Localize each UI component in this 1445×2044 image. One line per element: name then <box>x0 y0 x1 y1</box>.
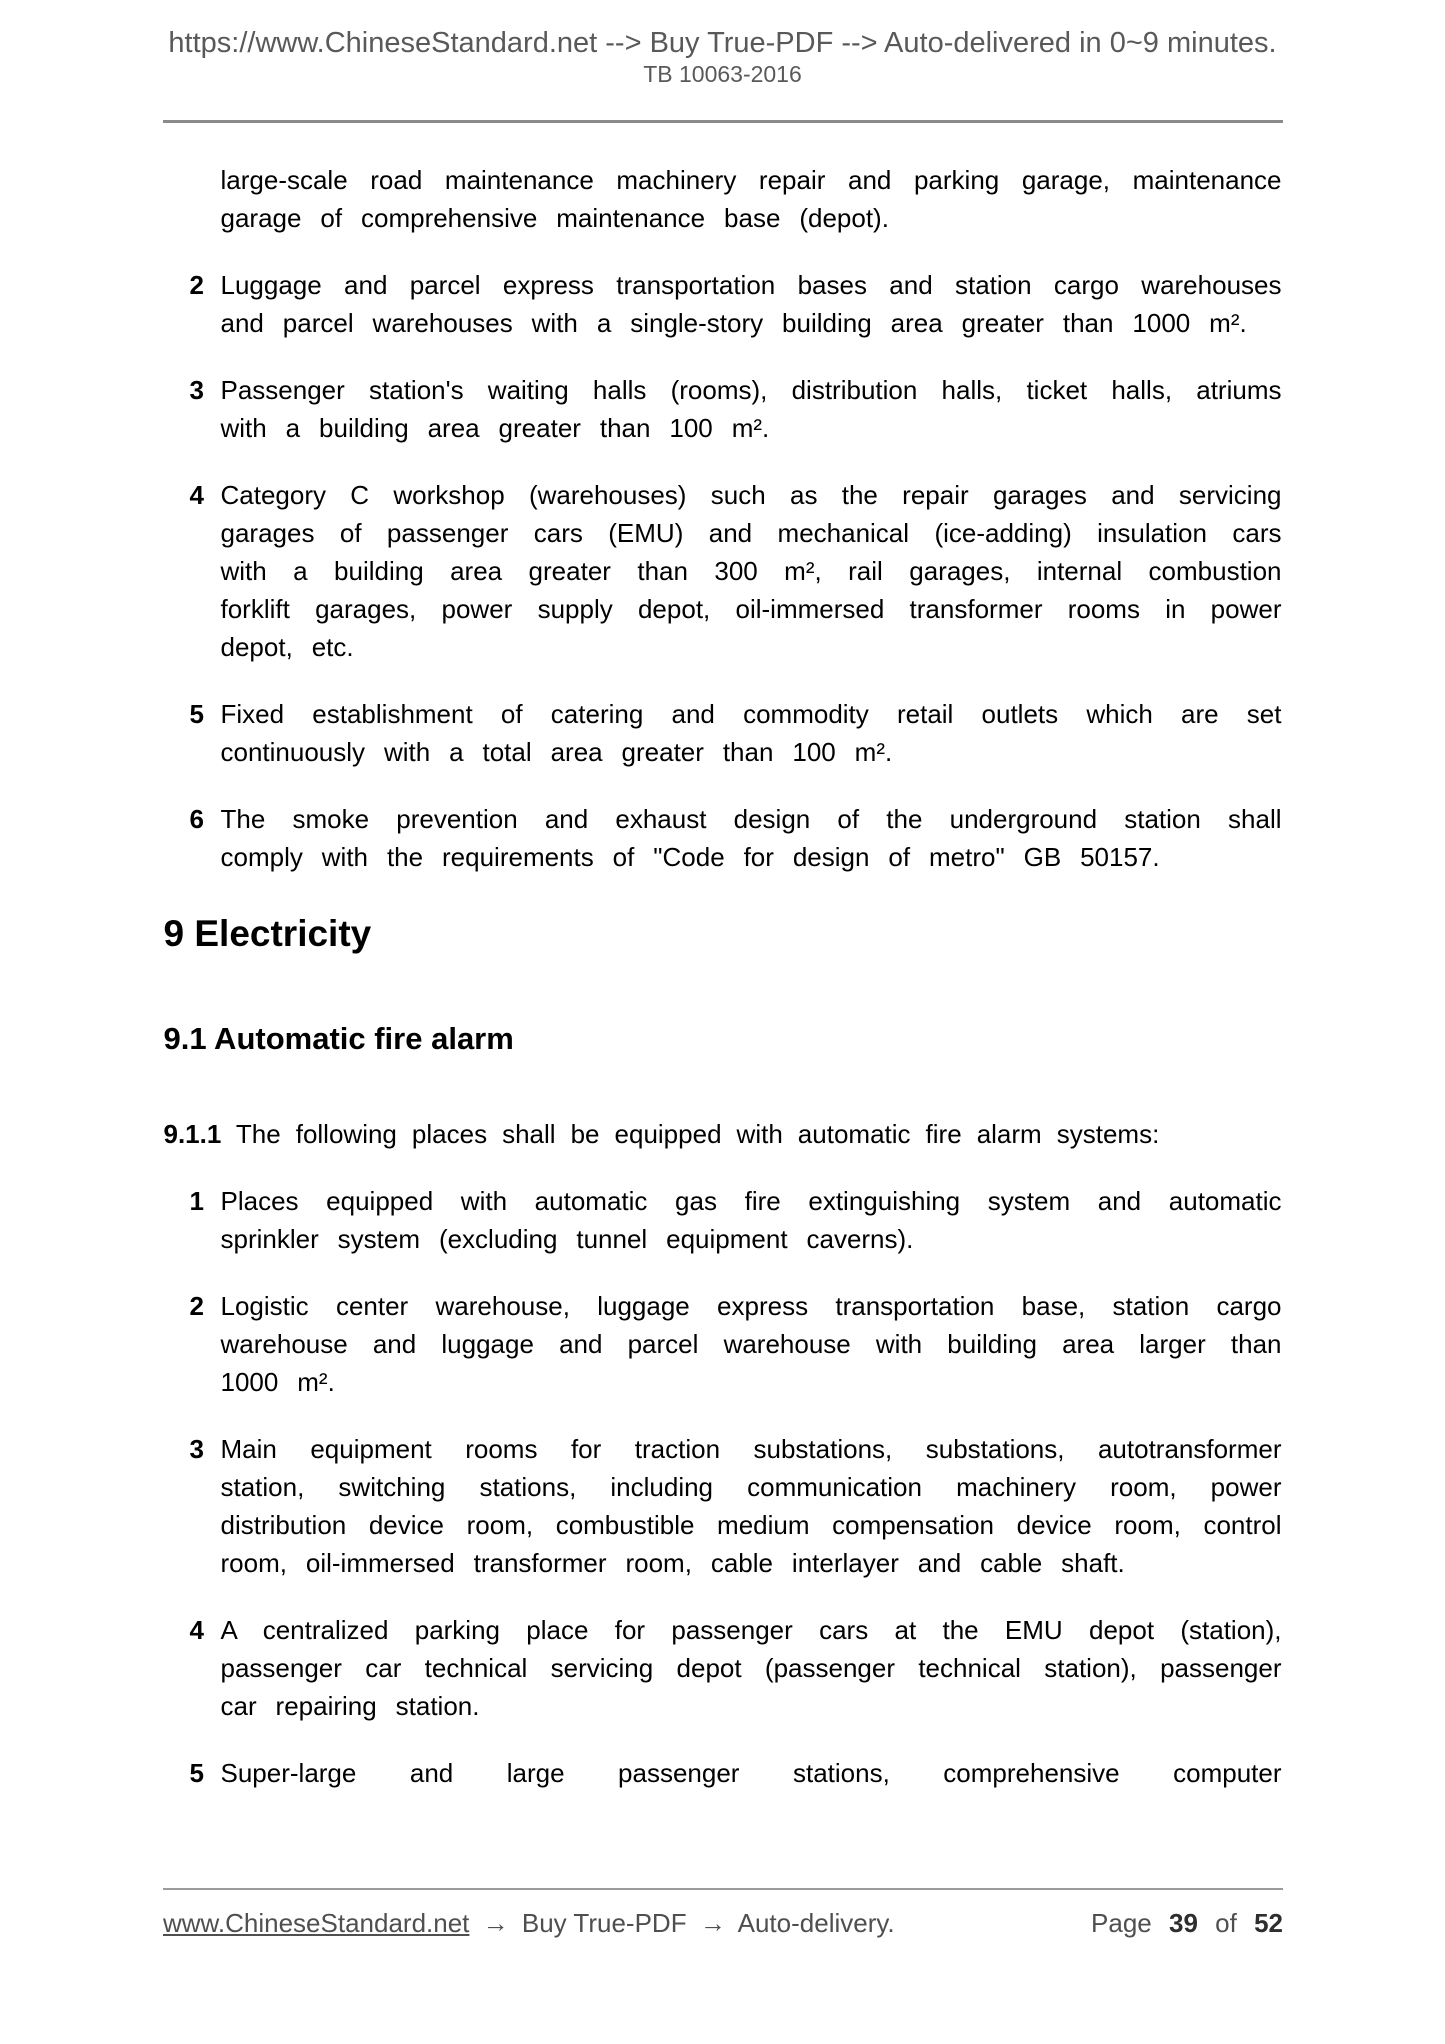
header-rule <box>163 120 1283 123</box>
list-item-number: 1 <box>189 1186 204 1216</box>
footer-delivery-label: Auto-delivery. <box>737 1908 895 1938</box>
list-item-text: Logistic center warehouse, luggage express transportation base, station cargo warehouse and luggage and parcel warehouse with building area larger than 1000 m². <box>220 1291 1282 1397</box>
numbered-list-2 <box>164 1182 1282 1792</box>
list-item-number: 4 <box>189 1615 204 1645</box>
clause-text: The following places shall be equipped with automatic fire alarm systems: <box>235 1119 1160 1149</box>
page-label: Page <box>1091 1908 1152 1938</box>
site-link[interactable]: www.ChineseStandard.net <box>163 1908 470 1938</box>
page-current-number: 39 <box>1169 1908 1198 1938</box>
footer-buy-label: Buy True-PDF <box>521 1908 687 1938</box>
list-item-number: 4 <box>189 480 204 510</box>
document-body <box>164 161 1282 1792</box>
subsection-heading: 9.1 Automatic fire alarm <box>163 1021 514 1056</box>
arrow-right-icon: → <box>482 1908 509 1938</box>
list-item <box>164 1611 1282 1725</box>
list-item-text: Places equipped with automatic gas fire extinguishing system and automatic sprinkler system (excluding tunnel equipment caverns). <box>220 1186 1282 1254</box>
list-item-number: 6 <box>189 804 204 834</box>
list-item <box>164 800 1282 876</box>
list-item-text: Passenger station's waiting halls (rooms), distribution halls, ticket halls, atriums with a building area greater than 100 m². <box>220 375 1282 443</box>
list-item <box>164 1182 1282 1258</box>
list-item-number: 2 <box>189 270 204 300</box>
list-item-text: The smoke prevention and exhaust design of the underground station shall comply with the requirements of "Code for design of metro" GB 50157. <box>220 804 1282 872</box>
section-heading: 9 Electricity <box>163 913 372 954</box>
list-item-text: Luggage and parcel express transportation bases and station cargo warehouses and parcel warehouses with a single-story building area greater than 1000 m². <box>220 270 1282 338</box>
footer-row <box>163 1907 1283 1939</box>
list-item-text: Super-large and large passenger stations, comprehensive computer <box>220 1758 1282 1788</box>
list-item <box>164 1287 1282 1401</box>
list-item <box>164 266 1282 342</box>
clause-paragraph <box>164 1115 1282 1153</box>
arrow-right-icon: → <box>699 1908 726 1938</box>
page-footer <box>163 1888 1283 1939</box>
page-of-label: of <box>1215 1908 1237 1938</box>
list-item-number: 2 <box>189 1291 204 1321</box>
list-item-text: Main equipment rooms for traction substations, substations, autotransformer station, switching stations, including communication machinery room, power distribution device room, combustible medium compensation device room, control room, oil-immersed transformer room, cable interlayer and cable shaft. <box>220 1434 1282 1578</box>
footer-rule <box>163 1888 1283 1890</box>
list-item <box>164 371 1282 447</box>
continuation-paragraph: large-scale road maintenance machinery repair and parking garage, maintenance garage of comprehensive maintenance base (depot). <box>220 165 1282 233</box>
list-item <box>164 695 1282 771</box>
numbered-list-1 <box>164 266 1282 876</box>
list-item <box>164 1430 1282 1582</box>
list-item-text: Category C workshop (warehouses) such as the repair garages and servicing garages of passenger cars (EMU) and mechanical (ice-adding) insulation cars with a building area greater than 300 m², rail garages, internal combustion forklift garages, power supply depot, oil-immersed transformer rooms in power depot, etc. <box>220 480 1282 662</box>
header-url-line: https://www.ChineseStandard.net --> Buy True-PDF --> Auto-delivered in 0~9 minutes. <box>168 27 1277 59</box>
header-doc-code: TB 10063-2016 <box>643 61 802 87</box>
footer-links <box>163 1907 901 1939</box>
list-item-number: 3 <box>189 1434 204 1464</box>
list-item-number: 3 <box>189 375 204 405</box>
list-item <box>164 476 1282 666</box>
clause-number: 9.1.1 <box>163 1119 222 1149</box>
list-item-text: Fixed establishment of catering and commodity retail outlets which are set continuously with a total area greater than 100 m². <box>220 699 1282 767</box>
list-item-number: 5 <box>189 699 204 729</box>
page-total-number: 52 <box>1254 1908 1283 1938</box>
page-indicator <box>1081 1907 1283 1939</box>
page-header <box>0 0 1445 88</box>
list-item-text: A centralized parking place for passenger cars at the EMU depot (station), passenger car technical servicing depot (passenger technical station), passenger car repairing station. <box>220 1615 1282 1721</box>
list-item <box>164 1754 1282 1792</box>
list-item-number: 5 <box>189 1758 204 1788</box>
